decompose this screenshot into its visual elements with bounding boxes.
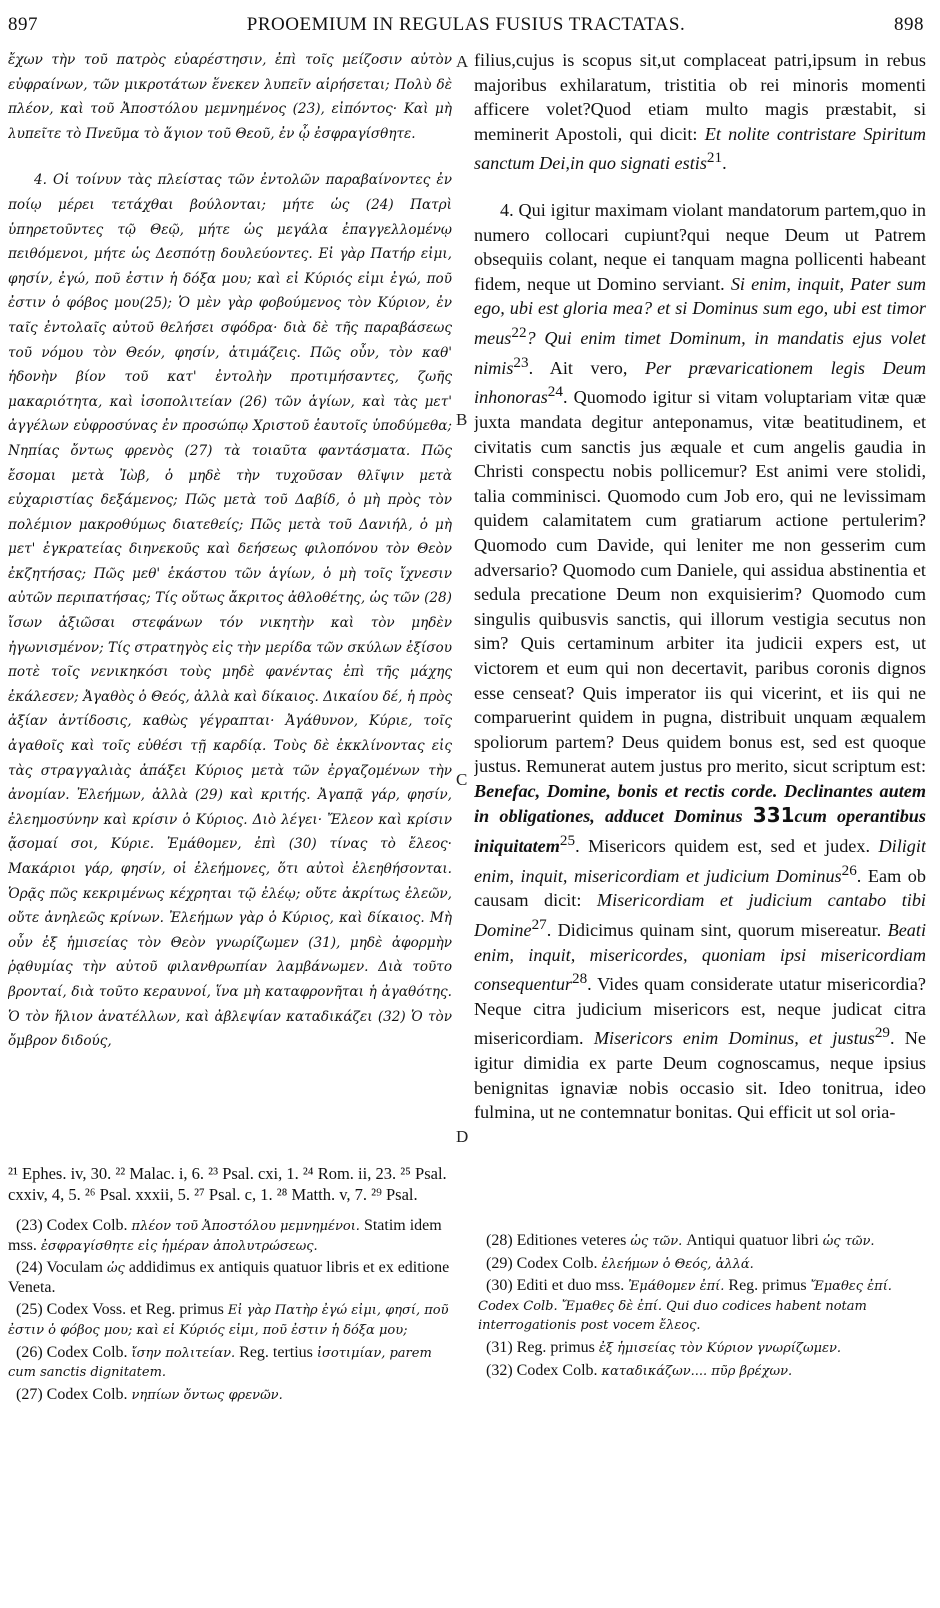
note-greek: ὡς τῶν. <box>630 1234 683 1249</box>
critical-note <box>478 1232 926 1252</box>
note-text: (29) Codex Colb. <box>486 1254 602 1272</box>
scripture-ref: 28 <box>572 970 588 988</box>
scripture-ref: 23 <box>513 353 529 371</box>
note-greek: ἐσφραγίσθητε εἰς ἡμέραν ἀπολυτρώσεως. <box>40 1238 318 1254</box>
scripture-ref: 27 <box>531 915 547 933</box>
note-greek: Ἔμαθες ἐπί. Codex Colb. Ἔμαθες δὲ ἐπί. Qui duo codices habent notam interrogationis post vocem ἔλεος. <box>478 1279 892 1334</box>
scripture-references-left: ²¹ Ephes. iv, 30. ²² Malac. i, 6. ²³ Psal. cxi, 1. ²⁴ Rom. ii, 23. ²⁵ Psal. cxxiv, 4, 5. ²⁶ Psal. xxxii, 5. ²⁷ Psal. c, 1. ²⁸ Matth. v, 7. ²⁹ Psal. <box>8 1164 447 1204</box>
latin-text: filius,cujus is scopus sit,ut complaceat patri,ipsum in rebus majoribus exhilaratum, tristitia ob rei minoris momenti afficere volet?Quod etiam multo magis præstabit, si meminerit Apostoli, qui dicit: <box>474 50 926 144</box>
note-text: Antiqui quatuor libri <box>682 1232 823 1249</box>
note-greek: ἰσοτιμίαν, parem cum sanctis dignitatem. <box>8 1345 432 1381</box>
latin-paragraph-1: filius,cujus is scopus sit,ut complaceat patri,ipsum in rebus majoribus exhilaratum, tristitia ob rei minoris momenti afficere volet?Quod etiam multo magis præstabit, si meminerit Apostoli, qui dicit: Et nolite contristare Spiritum sanctum Dei,in quo signati estis$^{21}$. <box>474 50 926 174</box>
note-text: Reg. tertius <box>235 1343 317 1361</box>
margin-letter-c: C <box>456 770 468 789</box>
scripture-ref: 29 <box>874 1024 890 1042</box>
latin-quote: ? Qui enim timet Dominum, in mandatis ejus volet nimis <box>474 328 926 378</box>
note-greek: πλέον τοῦ Ἀποστόλου μεμνημένοι. <box>131 1219 360 1234</box>
latin-quote: Et nolite contristare Spiritum sanctum Dei,in quo signati estis <box>474 123 926 174</box>
critical-note <box>8 1344 452 1383</box>
latin-text: 4. Qui igitur maximam violant mandatorum partem,quo in numero collocari cupiunt?qui neque Deum ut Patrem obsequiis colant, neque ei tanquam magna pollicenti habeant fidem, neque ut Domino serviant. <box>474 200 926 294</box>
note-text: (23) Codex Colb. <box>16 1217 132 1234</box>
critical-note <box>478 1255 926 1275</box>
note-text: Statim idem mss. <box>8 1217 442 1254</box>
latin-paragraph-2 <box>474 198 926 1125</box>
margin-letter-b: B <box>456 410 468 429</box>
note-text: (32) Codex Colb. <box>486 1361 602 1379</box>
note-greek: Ἐμάθομεν ἐπί. <box>628 1279 725 1295</box>
running-title: PROOEMIUM IN REGULAS FUSIUS TRACTATAS. <box>246 14 686 35</box>
note-text: (28) Editiones veteres <box>486 1232 631 1249</box>
critical-note <box>478 1277 926 1336</box>
note-text: (26) Codex Colb. <box>16 1343 132 1361</box>
right-page-number: 898 <box>894 14 924 35</box>
note-greek: Εἰ γὰρ Πατὴρ ἐγώ εἰμι, φησί, ποῦ ἐστιν ὁ φόβος μου; καὶ εἰ Κύριός εἰμι, ποῦ ἐστιν ἡ δόξα μου; <box>8 1303 449 1338</box>
latin-quote: Misericors enim Dominus, et justus <box>593 1028 875 1049</box>
greek-paragraph-1: ἔχων τὴν τοῦ πατρὸς εὐαρέστησιν, ἐπὶ τοῖς μείζοσιν αὐτὸν εὐφραίνων, τῶν μικροτάτων ἕνεκεν λυπεῖν αἱρήσεται; Πολὺ δὲ πλέον, καὶ τοῦ Ἀποστόλου μεμνημένος (23), εἰπόντος· Καὶ μὴ λυπεῖτε τὸ Πνεῦμα τὸ ἅγιον τοῦ Θεοῦ, ἐν ᾧ ἐσφραγίσθητε. <box>8 52 452 142</box>
note-text: (25) Codex Voss. et Reg. primus <box>16 1301 228 1319</box>
note-greek: νηπίων ὄντως φρενῶν. <box>131 1387 283 1403</box>
scripture-ref: 22 <box>511 324 527 341</box>
note-text: (24) Voculam <box>16 1259 107 1277</box>
scripture-references-right <box>478 1163 926 1185</box>
latin-bold-quote: cum operantibus iniquitatem <box>474 806 926 857</box>
latin-text: . Ne igitur dimidia ex parte Deum cognoscamus, neque ipsius benignitas ignaviæ nobis occasio sit. Ideo tonitrua, ideo fulmina, ut ne contemnatur bonitas. Qui efficit ut sol oria- <box>474 1028 926 1123</box>
note-text: (31) Reg. primus <box>486 1338 599 1356</box>
latin-quote: Beati enim, inquit, misericordes, quoniam ipsi misericordiam consequentur <box>474 920 926 995</box>
column-number: 331 <box>752 803 795 828</box>
note-text: (30) Editi et duo mss. <box>486 1277 629 1295</box>
latin-text: . Vides quam considerate utatur misericordia? Neque citra judicium misericors est, neque judicat citra misericordiam. <box>474 974 926 1049</box>
latin-text: . Quomodo igitur si vitam voluptariam vitæ quæ juxta mandata degitur anteponamus, vitæ beatitudinem, et civitatis cum sanctis jus æquale et cum angelis gaudia in Christi conspectu nobis pollicemur? Est animi vere stolidi, talia comminisci. Quomodo cum Job ero, qui ne levissimam quidem calamitatem cum gratiarum actione pertulerim? Quomodo cum Davide, qui leniter me non gesserim cum adversario? Quomodo cum Daniele, qui assidua abstinentia et sedula precatione Deum non exquisierim? Quomodo cum singulis quibusvis sanctis, qui illorum vestigia secutus non sim? Quis certaminum arbiter ita judicii expers est, ut victorem et eum qui non decertavit, paribus coronis dignos esse censeat? Quis imperator iis qui vicerint, et iis qui ne comparuerint quidem in pugna, distribuit unquam æqualem spoliorum partem? Deus quidem bonus est, sed est quoque justus. Remunerat autem justus pro merito, sicut scriptum est: <box>474 387 926 777</box>
latin-bold-quote: Benefac, Domine, bonis et rectis corde. Declinantes autem in obligationes, adducet Dominus <box>474 780 926 827</box>
note-text: Reg. primus <box>724 1277 811 1295</box>
critical-note <box>478 1339 926 1359</box>
latin-text: . Eam ob causam dicit: <box>474 865 926 911</box>
margin-letter-a: A <box>456 52 469 71</box>
latin-text: . Misericors quidem est, sed et judex. <box>575 836 879 857</box>
greek-column <box>8 48 452 1180</box>
note-greek: ἐξ ἡμισείας τὸν Κύριον γνωρίζωμεν. <box>598 1340 842 1356</box>
critical-notes-left <box>8 1217 452 1557</box>
note-text: addidimus ex antiquis quatuor libris et ex editione Veneta. <box>8 1259 450 1296</box>
latin-text: . Didicimus quinam sint, quorum misereatur. <box>546 920 888 941</box>
scripture-ref: 24 <box>547 383 563 401</box>
note-greek: καταδικάζων.... πῦρ βρέχων. <box>601 1363 793 1379</box>
critical-note <box>8 1301 452 1340</box>
note-greek: ἐλεήμων ὁ Θεός, ἀλλά. <box>601 1256 754 1272</box>
margin-letter-d: D <box>456 1127 469 1146</box>
latin-text: . Ait vero, <box>528 357 645 378</box>
latin-quote: Diligit enim, inquit, misericordiam et judicium Dominus <box>474 836 926 886</box>
latin-quote: Per prævaricationem legis Deum inhonoras <box>474 357 926 408</box>
critical-note <box>8 1386 452 1406</box>
critical-note <box>8 1217 452 1256</box>
note-greek: ἴσην πολιτείαν. <box>131 1345 236 1361</box>
scripture-ref: 26 <box>841 861 857 879</box>
scripture-ref: 25 <box>559 832 576 850</box>
left-page-number: 897 <box>8 14 38 35</box>
note-greek: ὡς τῶν. <box>822 1234 875 1249</box>
critical-note <box>8 1259 452 1298</box>
critical-notes-right <box>478 1232 926 1552</box>
latin-column <box>474 48 926 1180</box>
greek-paragraph-2: 4. Οἱ τοίνυν τὰς πλείστας τῶν ἐντολῶν παραβαίνοντες ἐν ποίῳ μέρει τετάχθαι βούλονται; μήτε ὡς (24) Πατρὶ ὑπηρετοῦντες τῷ Θεῷ, μήτε ὡς μεγάλα ἐπαγγελλομένῳ πειθόμενοι, μήτε ὡς Δεσπότῃ δουλεύοντες. Εἰ γὰρ Πατήρ εἰμι, φησίν, ἐγώ, ποῦ ἐστιν ἡ δόξα μου; καὶ εἰ Κύριός εἰμι ἐγώ, ποῦ ἐστιν ὁ φόβος μου(25); Ὁ μὲν γὰρ φοβούμενος τὸν Κύριον, ἐν ταῖς ἐντολαῖς αὐτοῦ θελήσει σφόδρα· διὰ δὲ τῆς παραβάσεως τοῦ νόμου τὸν Θεόν, φησίν, ἀτιμάζεις. Πῶς οὖν, τὸν καθ' ἡδονὴν βίον τοῦ κατ' ἐντολὴν προτιμήσαντες, ζωῆς μακαριότητα, καὶ ἰσοπολιτείαν (26) τῶν ἁγίων, καὶ τὰς μετ' ἀγγέλων εὐφροσύνας ἐν προσώπῳ Χριστοῦ ἑαυτοῖς ὑποδύμεθα; Νηπίας ὄντως φρενὸς (27) τὰ τοιαῦτα φαντάσματα. Πῶς ἔσομαι μετὰ Ἰὼβ, ὁ μηδὲ τὴν τυχοῦσαν θλῖψιν μετὰ εὐχαριστίας δεξάμενος; Πῶς μετὰ τοῦ Δαβίδ, ὁ μὴ πρὸς τὸν πολέμιον μακροθύμως διατεθείς; Πῶς μετὰ τοῦ Δανιήλ, ὁ μὴ μετ' ἐγκρατείας διηνεκοῦς καὶ δεήσεως φιλοπόνου τὸν Θεὸν ἐκζητήσας; Πῶς μεθ' ἑκάστου τῶν ἁγίων, ὁ μὴ τοῖς ἴχνεσιν αὐτῶν περιπατήσας; Τίς οὕτως ἄκριτος ἀθλοθέτης, ὡς τῶν (28) ἴσων ἀξιῶσαι στεφάνων τόν νικητὴν καὶ τὸν μηδὲν ἠγωνισμένον; Τίς στρατηγὸς εἰς τὴν μερίδα τῶν σκύλων ἐξίσου ποτὲ τοῖς νενικηκόσι τοὺς μηδὲ φανέντας ἐπὶ τῆς μάχης ἐκάλεσεν; Ἀγαθὸς ὁ Θεός, ἀλλὰ καὶ δίκαιος. Δικαίου δέ, ἡ πρὸς ἀξίαν ἀντίδοσις, καθὼς γέγραπται· Ἀγάθυνον, Κύριε, τοῖς ἀγαθοῖς καὶ τοῖς εὐθέσι τῇ καρδίᾳ. Τοὺς δὲ ἐκκλίνοντας εἰς τὰς στραγγαλιὰς ἀπάξει Κύριος μετὰ τῶν ἐργαζομένων τὴν ἀνομίαν. Ἐλεήμων, ἀλλὰ (29) καὶ κριτής. Ἀγαπᾷ γάρ, φησίν, ἐλεημοσύνην καὶ κρίσιν ὁ Κύριος. Διὸ λέγει· Ἔλεον καὶ κρίσιν ᾄσομαί σοι, Κύριε. Ἐμάθομεν, ἐπὶ (30) τίνας τὸ ἔλεος· Μακάριοι γάρ, φησίν, οἱ ἐλεήμονες, ὅτι αὐτοὶ ἐλεηθήσονται. Ὁρᾷς πῶς κεκριμένως κέχρηται τῷ ἐλέῳ; οὔτε ἀκρίτως ἐλεῶν, οὔτε ἀνηλεῶς κρίνων. Ἐλεήμων γὰρ ὁ Κύριος, καὶ δίκαιος. Μὴ οὖν ἐξ ἡμισείας τὸν Θεὸν γνωρίζωμεν (31), μηδὲ ἀφορμὴν ῥᾳθυμίας τὴν αὐτοῦ φιλανθρωπίαν λαμβάνωμεν. Διὰ τοῦτο βρονταί, διὰ τοῦτο κεραυνοί, ἵνα μὴ καταφρονῆται ἡ ἀγαθότης. Ὁ τὸν ἥλιον ἀνατέλλων, καὶ ἀβλεψίαν καταδικάζει (32) Ὁ τὸν ὄμβρον διδούς, <box>8 172 452 1050</box>
note-greek: ὡς <box>106 1261 125 1277</box>
scripture-ref: 21 <box>706 149 723 167</box>
note-text: (27) Codex Colb. <box>16 1385 132 1403</box>
latin-quote: Misericordiam et judicium cantabo tibi Domine <box>474 890 926 941</box>
running-header <box>8 14 924 38</box>
critical-note <box>478 1362 926 1382</box>
latin-quote: Si enim, inquit, Pater sum ego, ubi est gloria mea? et si Dominus sum ego, ubi est timor meus <box>474 273 926 349</box>
